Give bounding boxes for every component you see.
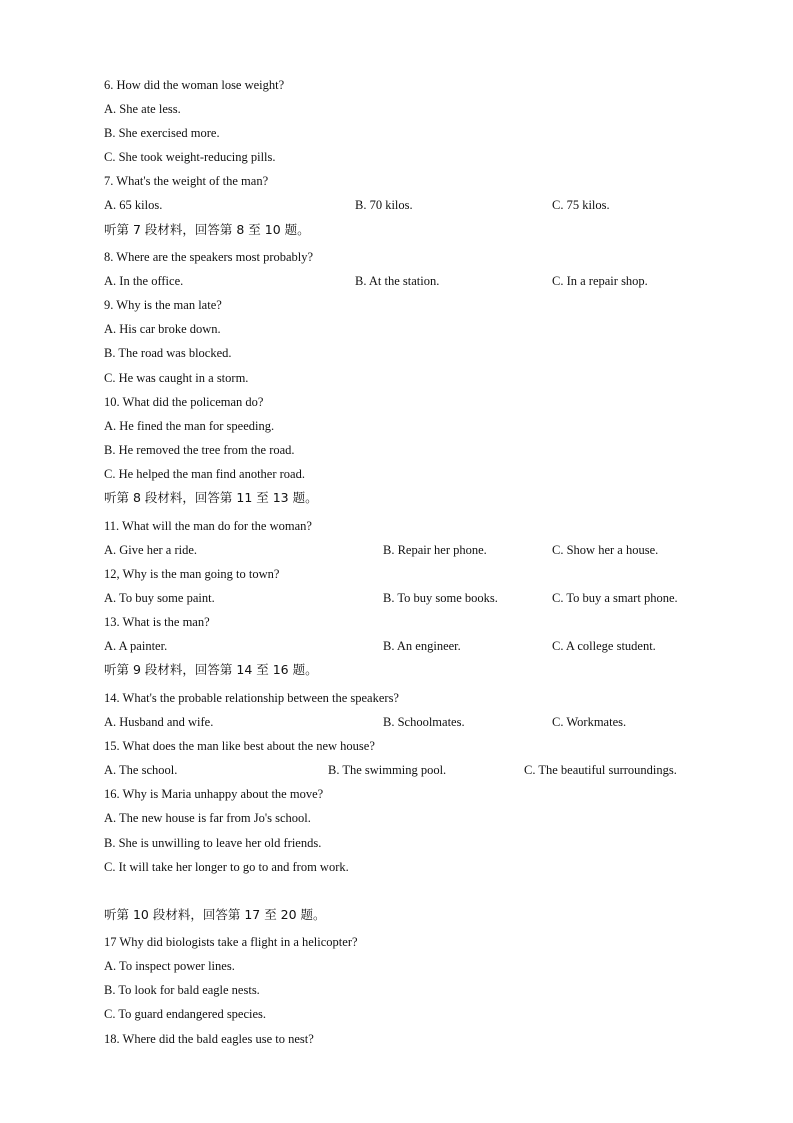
q8-option-a: A. In the office. bbox=[104, 274, 184, 288]
section-7-heading: 听第 7 段材料，回答第 8 至 10 题。 bbox=[104, 222, 310, 237]
q17-option-b: B. To look for bald eagle nests. bbox=[104, 983, 260, 997]
q7-question: 7. What's the weight of the man? bbox=[104, 174, 269, 188]
q14-option-a: A. Husband and wife. bbox=[104, 715, 214, 729]
q9-option-a: A. His car broke down. bbox=[104, 322, 221, 336]
q10-option-c: C. He helped the man find another road. bbox=[104, 467, 305, 481]
q12-option-a: A. To buy some paint. bbox=[104, 591, 215, 605]
q17-option-c: C. To guard endangered species. bbox=[104, 1007, 267, 1021]
q17-option-a: A. To inspect power lines. bbox=[104, 959, 235, 973]
q16-option-c: C. It will take her longer to go to and from work. bbox=[104, 860, 349, 874]
q16-option-b: B. She is unwilling to leave her old friends. bbox=[104, 836, 322, 850]
q13-question: 13. What is the man? bbox=[104, 615, 210, 629]
q7-option-c: C. 75 kilos. bbox=[552, 198, 610, 212]
q12-option-c: C. To buy a smart phone. bbox=[552, 591, 678, 605]
q16-option-a: A. The new house is far from Jo's school. bbox=[104, 811, 311, 825]
q13-option-a: A. A painter. bbox=[104, 639, 168, 653]
q8-question: 8. Where are the speakers most probably? bbox=[104, 250, 314, 264]
q9-option-c: C. He was caught in a storm. bbox=[104, 371, 249, 385]
section-10-heading: 听第 10 段材料，回答第 17 至 20 题。 bbox=[104, 907, 326, 922]
q14-option-b: B. Schoolmates. bbox=[383, 715, 465, 729]
q18-question: 18. Where did the bald eagles use to nest? bbox=[104, 1032, 314, 1046]
q10-option-b: B. He removed the tree from the road. bbox=[104, 443, 295, 457]
q12-question: 12, Why is the man going to town? bbox=[104, 567, 280, 581]
q9-option-b: B. The road was blocked. bbox=[104, 346, 232, 360]
q6-question: 6. How did the woman lose weight? bbox=[104, 78, 285, 92]
q12-option-b: B. To buy some books. bbox=[383, 591, 498, 605]
q11-question: 11. What will the man do for the woman? bbox=[104, 519, 312, 533]
q17-question: 17 Why did biologists take a flight in a helicopter? bbox=[104, 935, 358, 949]
q6-option-a: A. She ate less. bbox=[104, 102, 181, 116]
q15-option-b: B. The swimming pool. bbox=[328, 763, 447, 777]
q10-question: 10. What did the policeman do? bbox=[104, 395, 264, 409]
q9-question: 9. Why is the man late? bbox=[104, 298, 222, 312]
q16-question: 16. Why is Maria unhappy about the move? bbox=[104, 787, 324, 801]
q11-option-a: A. Give her a ride. bbox=[104, 543, 198, 557]
q15-question: 15. What does the man like best about the new house? bbox=[104, 739, 375, 753]
section-9-heading: 听第 9 段材料，回答第 14 至 16 题。 bbox=[104, 662, 318, 677]
q14-option-c: C. Workmates. bbox=[552, 715, 627, 729]
q15-option-a: A. The school. bbox=[104, 763, 178, 777]
q14-question: 14. What's the probable relationship between the speakers? bbox=[104, 691, 399, 705]
q13-option-c: C. A college student. bbox=[552, 639, 656, 653]
q13-option-b: B. An engineer. bbox=[383, 639, 461, 653]
q7-option-b: B. 70 kilos. bbox=[355, 198, 413, 212]
q6-option-b: B. She exercised more. bbox=[104, 126, 220, 140]
section-8-heading: 听第 8 段材料，回答第 11 至 13 题。 bbox=[104, 490, 318, 505]
q11-option-b: B. Repair her phone. bbox=[383, 543, 487, 557]
q10-option-a: A. He fined the man for speeding. bbox=[104, 419, 275, 433]
q7-option-a: A. 65 kilos. bbox=[104, 198, 163, 212]
q11-option-c: C. Show her a house. bbox=[552, 543, 659, 557]
q6-option-c: C. She took weight-reducing pills. bbox=[104, 150, 276, 164]
q8-option-c: C. In a repair shop. bbox=[552, 274, 648, 288]
q15-option-c: C. The beautiful surroundings. bbox=[524, 763, 677, 777]
q8-option-b: B. At the station. bbox=[355, 274, 440, 288]
